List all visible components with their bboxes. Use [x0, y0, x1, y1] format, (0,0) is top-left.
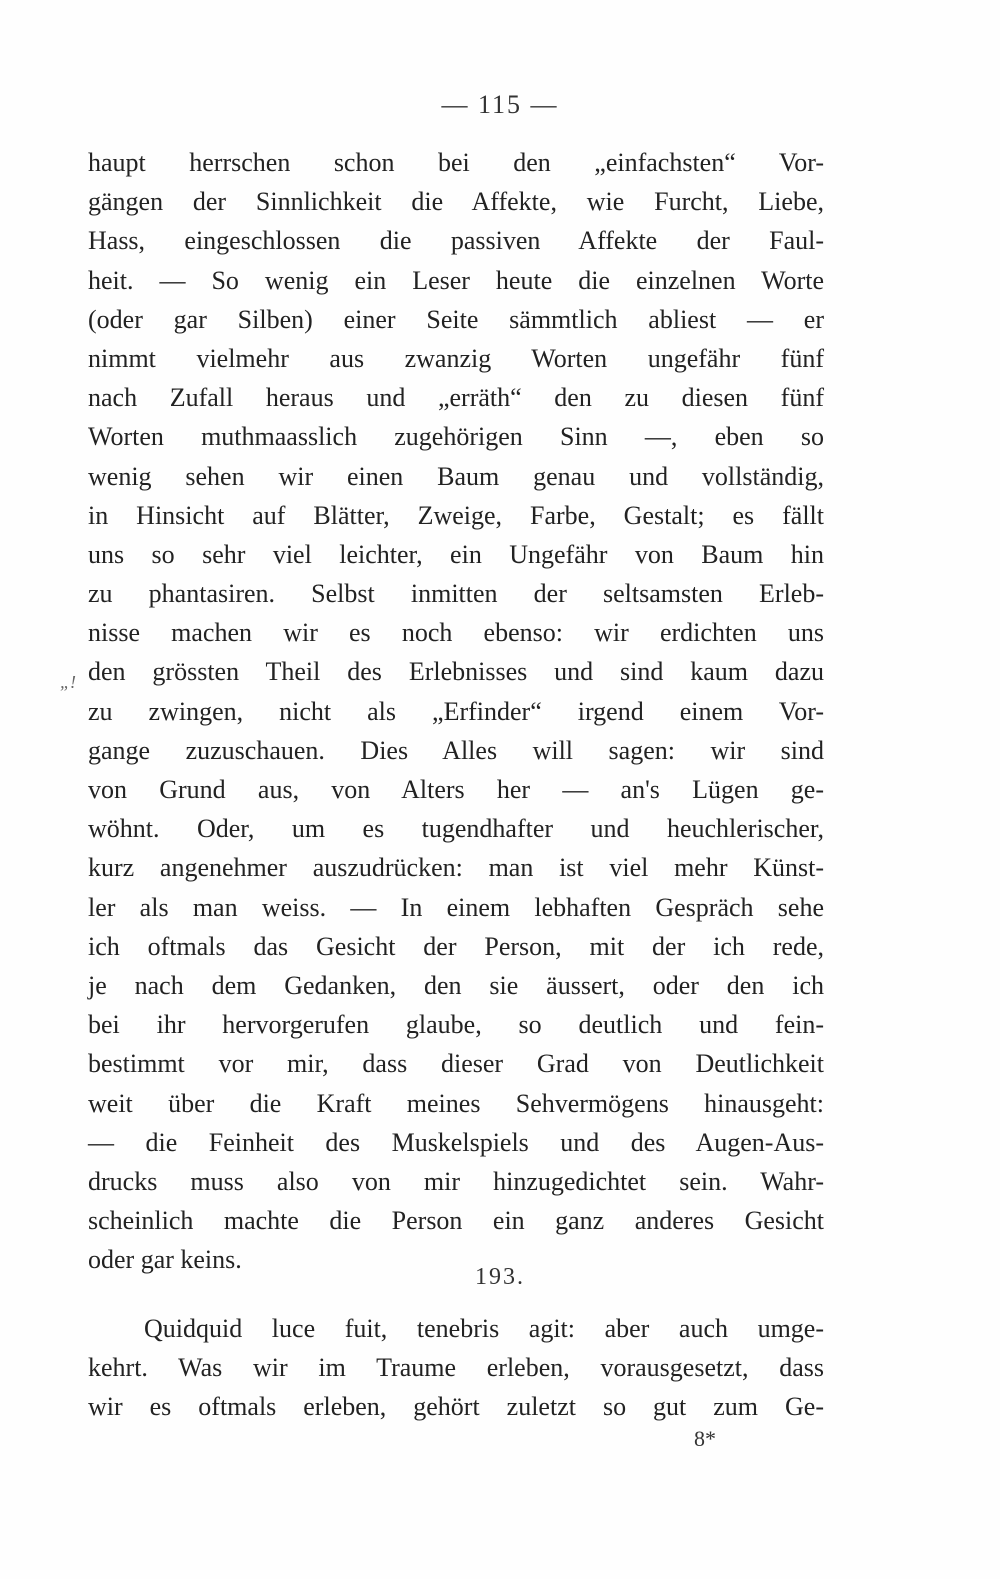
text-line: nimmt vielmehr aus zwanzig Worten ungefähr fünf — [88, 343, 824, 373]
text-line: scheinlich machte die Person ein ganz anderes Gesicht — [88, 1206, 824, 1236]
text-line: kurz angenehmer auszudrücken: man ist viel mehr Künst- — [88, 853, 824, 883]
text-line: nisse machen wir es noch ebenso: wir erdichten uns — [88, 618, 824, 648]
text-line: wenig sehen wir einen Baum genau und vollständig, — [88, 461, 824, 491]
text-line: drucks muss also von mir hinzugedichtet sein. Wahr- — [88, 1166, 824, 1196]
text-line: Quidquid luce fuit, tenebris agit: aber auch umge- — [144, 1314, 824, 1343]
text-line: — die Feinheit des Muskelspiels und des Augen-Aus- — [88, 1127, 824, 1157]
text-line: gange zuzuschauen. Dies Alles will sagen: wir sind — [88, 735, 824, 765]
section-number: 193. — [475, 1264, 525, 1290]
page-number: — 115 — — [441, 90, 559, 119]
paragraph-2 — [88, 1309, 824, 1427]
text-line: je nach dem Gedanken, den sie äussert, oder den ich — [88, 970, 824, 1000]
text-line: Hass, eingeschlossen die passiven Affekte der Faul- — [88, 226, 824, 256]
text-line: zu zwingen, nicht als „Erfinder“ irgend einem Vor- — [88, 696, 824, 726]
paragraph-1 — [88, 143, 824, 1279]
text-line: den grössten Theil des Erlebnisses und sind kaum dazu — [88, 657, 824, 687]
text-line: weit über die Kraft meines Sehvermögens hinausgeht: — [88, 1088, 824, 1118]
text-line: kehrt. Was wir im Traume erleben, vorausgesetzt, dass — [88, 1353, 824, 1383]
text-line: ich oftmals das Gesicht der Person, mit der ich rede, — [88, 931, 824, 961]
text-line: bestimmt vor mir, dass dieser Grad von Deutlichkeit — [88, 1049, 824, 1079]
text-line: wöhnt. Oder, um es tugendhafter und heuchlerischer, — [88, 814, 824, 844]
text-line: heit. — So wenig ein Leser heute die einzelnen Worte — [88, 265, 824, 295]
margin-mark: „! — [60, 672, 77, 692]
text-line: (oder gar Silben) einer Seite sämmtlich abliest — er — [88, 304, 824, 334]
text-line: uns so sehr viel leichter, ein Ungefähr von Baum hin — [88, 539, 824, 569]
signature-mark: 8* — [694, 1426, 716, 1451]
text-line: Worten muthmaasslich zugehörigen Sinn —, eben so — [88, 422, 824, 452]
text-line: bei ihr hervorgerufen glaube, so deutlich und fein- — [88, 1010, 824, 1040]
text-line: wir es oftmals erleben, gehört zuletzt so gut zum Ge- — [88, 1392, 824, 1422]
text-line: von Grund aus, von Alters her — an's Lügen ge- — [88, 775, 824, 804]
text-line: zu phantasiren. Selbst inmitten der seltsamsten Erleb- — [88, 579, 824, 609]
text-line: haupt herrschen schon bei den „einfachsten“ Vor- — [88, 148, 824, 177]
text-line: oder gar keins. — [88, 1245, 242, 1275]
text-line: in Hinsicht auf Blätter, Zweige, Farbe, Gestalt; es fällt — [88, 500, 824, 530]
text-line: gängen der Sinnlichkeit die Affekte, wie Furcht, Liebe, — [88, 187, 824, 217]
text-line: nach Zufall heraus und „erräth“ den zu diesen fünf — [88, 383, 824, 413]
text-line: ler als man weiss. — In einem lebhaften Gespräch sehe — [88, 892, 824, 922]
